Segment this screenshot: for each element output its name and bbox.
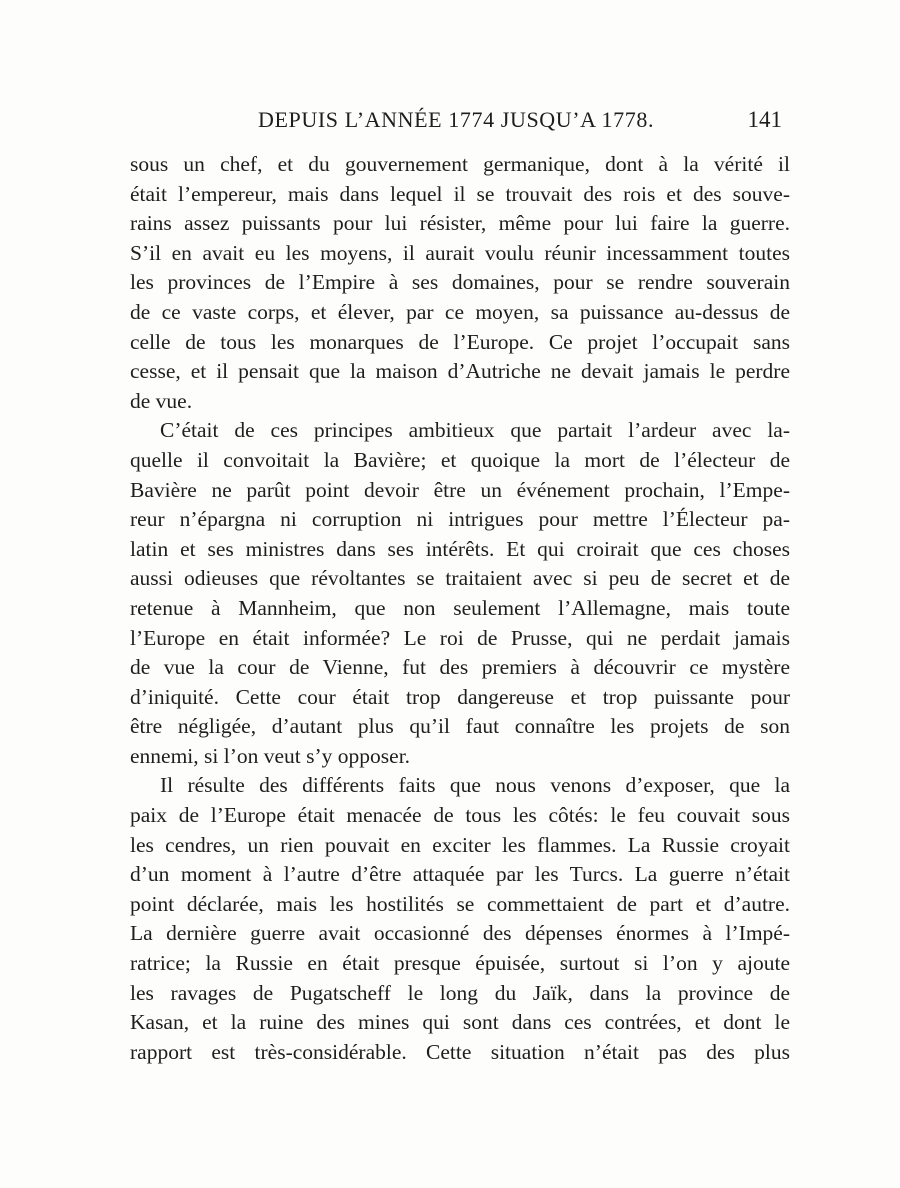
text-line: ratrice; la Russie en était presque épuisée, surtout si l’on y ajoute [130, 951, 790, 976]
text-line: rains assez puissants pour lui résister, même pour lui faire la guerre. [130, 211, 790, 236]
text-line: aussi odieuses que révoltantes se traitaient avec si peu de secret et de [130, 566, 790, 591]
text-line: reur n’épargna ni corruption ni intrigues pour mettre l’Électeur pa- [130, 507, 790, 532]
text-line: Bavière ne parût point devoir être un événement prochain, l’Empe- [130, 477, 790, 502]
text-line: Il résulte des différents faits que nous venons d’exposer, que la [160, 773, 790, 798]
text-line: de vue. [130, 388, 193, 413]
text-line: paix de l’Europe était menacée de tous les côtés: le feu couvait sous [130, 803, 790, 828]
running-title: DEPUIS L’ANNÉE 1774 JUSQU’A 1778. [258, 107, 655, 132]
text-line: La dernière guerre avait occasionné des dépenses énormes à l’Impé- [130, 921, 790, 946]
paragraph-2 [130, 416, 790, 771]
body-text [130, 150, 790, 1067]
text-line: S’il en avait eu les moyens, il aurait voulu réunir incessamment toutes [130, 240, 790, 265]
text-line: Kasan, et la ruine des mines qui sont dans ces contrées, et dont le [130, 1010, 790, 1035]
text-line: C’était de ces principes ambitieux que partait l’ardeur avec la- [160, 418, 790, 443]
text-line: sous un chef, et du gouvernement germanique, dont à la vérité il [130, 152, 790, 176]
text-line: les provinces de l’Empire à ses domaines, pour se rendre souverain [130, 270, 790, 295]
text-line: retenue à Mannheim, que non seulement l’Allemagne, mais toute [130, 595, 790, 620]
paragraph-3 [130, 771, 790, 1067]
text-line: était l’empereur, mais dans lequel il se trouvait des rois et des souve- [130, 181, 790, 206]
text-line: d’iniquité. Cette cour était trop dangereuse et trop puissante pour [130, 684, 790, 709]
text-line: rapport est très-considérable. Cette situation n’était pas des plus [130, 1039, 790, 1064]
text-line: celle de tous les monarques de l’Europe. Ce projet l’occupait sans [130, 329, 790, 354]
text-line: de vue la cour de Vienne, fut des premiers à découvrir ce mystère [130, 655, 790, 680]
paragraph-1 [130, 150, 790, 416]
text-line: latin et ses ministres dans ses intérêts. Et qui croirait que ces choses [130, 536, 790, 561]
text-line: être négligée, d’autant plus qu’il faut connaître les projets de son [130, 714, 790, 739]
text-line: quelle il convoitait la Bavière; et quoique la mort de l’électeur de [130, 447, 790, 472]
running-head [130, 107, 790, 141]
text-line: cesse, et il pensait que la maison d’Autriche ne devait jamais le perdre [130, 359, 790, 384]
text-line: l’Europe en était informée? Le roi de Prusse, qui ne perdait jamais [130, 625, 790, 650]
page-number: 141 [747, 107, 782, 132]
text-line: les cendres, un rien pouvait en exciter les flammes. La Russie croyait [130, 832, 790, 857]
text-line: ennemi, si l’on veut s’y opposer. [130, 743, 411, 768]
text-line: de ce vaste corps, et élever, par ce moyen, sa puissance au-dessus de [130, 299, 790, 324]
text-line: les ravages de Pugatscheff le long du Jaïk, dans la province de [130, 980, 790, 1005]
text-line: d’un moment à l’autre d’être attaquée par les Turcs. La guerre n’était [130, 862, 790, 887]
text-line: point déclarée, mais les hostilités se commettaient de part et d’autre. [130, 891, 790, 916]
